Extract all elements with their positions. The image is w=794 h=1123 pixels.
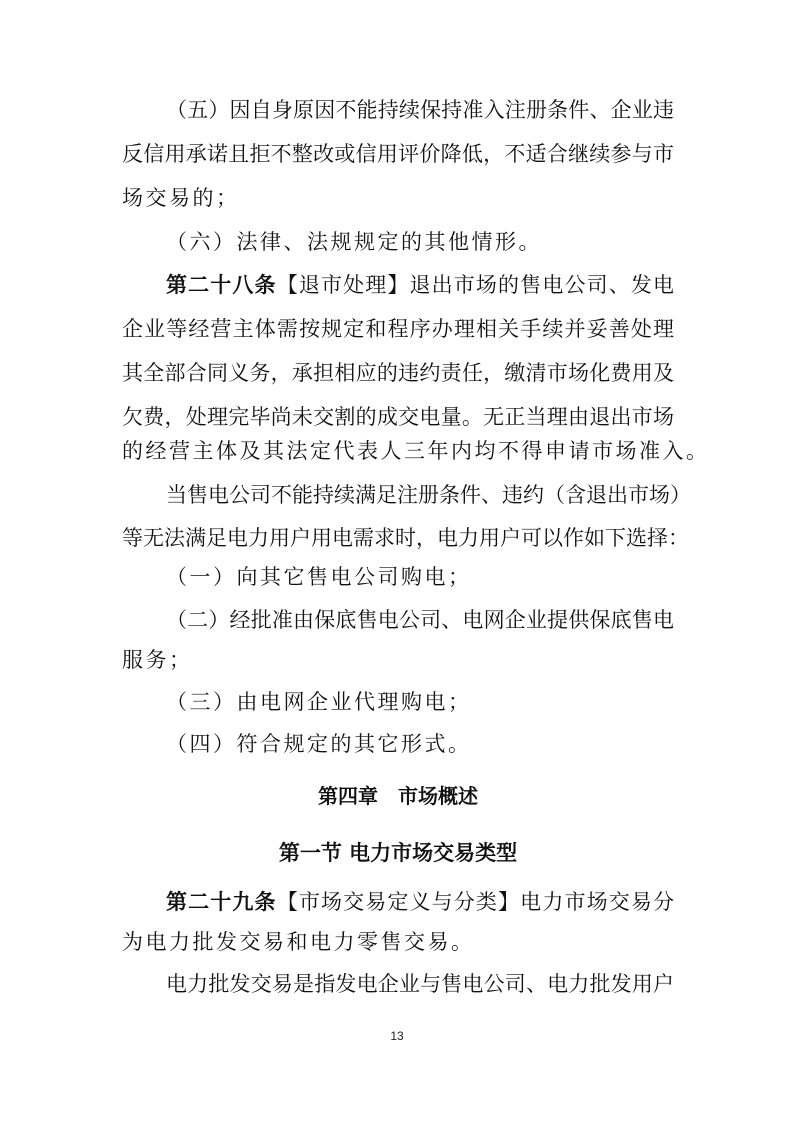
paragraph-line: 欠费，处理完毕尚未交割的成交电量。无正当理由退出市场 [122, 405, 674, 429]
paragraph-line: 电力批发交易是指发电企业与售电公司、电力批发用户 [166, 972, 674, 996]
article-28-first-line [166, 271, 674, 299]
article-28-heading: 【退市处理】退出市场的售电公司、发电 [276, 273, 675, 297]
chapter-title: 第四章 市场概述 [318, 784, 478, 808]
paragraph-line: 当售电公司不能持续满足注册条件、违约（含退出市场） [166, 483, 691, 507]
article-29-title: 第二十九条 [166, 890, 277, 914]
paragraph-line: 反信用承诺且拒不整改或信用评价降低，不适合继续参与市 [122, 142, 674, 166]
paragraph-line: （五）因自身原因不能持续保持准入注册条件、企业违 [166, 98, 674, 122]
article-28-title: 第二十八条 [166, 273, 277, 297]
paragraph-line: 为电力批发交易和电力零售交易。 [122, 930, 475, 954]
list-item: （四）符合规定的其它形式。 [166, 732, 472, 756]
list-item: （二）经批准由保底售电公司、电网企业提供保底售电 [166, 608, 674, 632]
paragraph-line: 其全部合同义务，承担相应的违约责任，缴清市场化费用及 [122, 361, 674, 385]
article-29-first-line [166, 888, 674, 916]
article-29-heading: 【市场交易定义与分类】电力市场交易分 [276, 890, 675, 914]
paragraph-line: 服务； [122, 648, 193, 672]
paragraph-line: 的经营主体及其法定代表人三年内均不得申请市场准入。 [122, 439, 710, 463]
list-item: （三）由电网企业代理购电； [166, 690, 472, 714]
paragraph-line: 企业等经营主体需按规定和程序办理相关手续并妥善处理 [122, 317, 674, 341]
list-item: （一）向其它售电公司购电； [166, 565, 472, 589]
paragraph-line: 场交易的； [122, 186, 240, 210]
paragraph-line: （六）法律、法规规定的其他情形。 [166, 230, 542, 254]
paragraph-line: 等无法满足电力用户用电需求时，电力用户可以作如下选择： [122, 526, 689, 550]
page-number: 13 [390, 1029, 404, 1043]
section-title: 第一节 电力市场交易类型 [278, 840, 518, 865]
